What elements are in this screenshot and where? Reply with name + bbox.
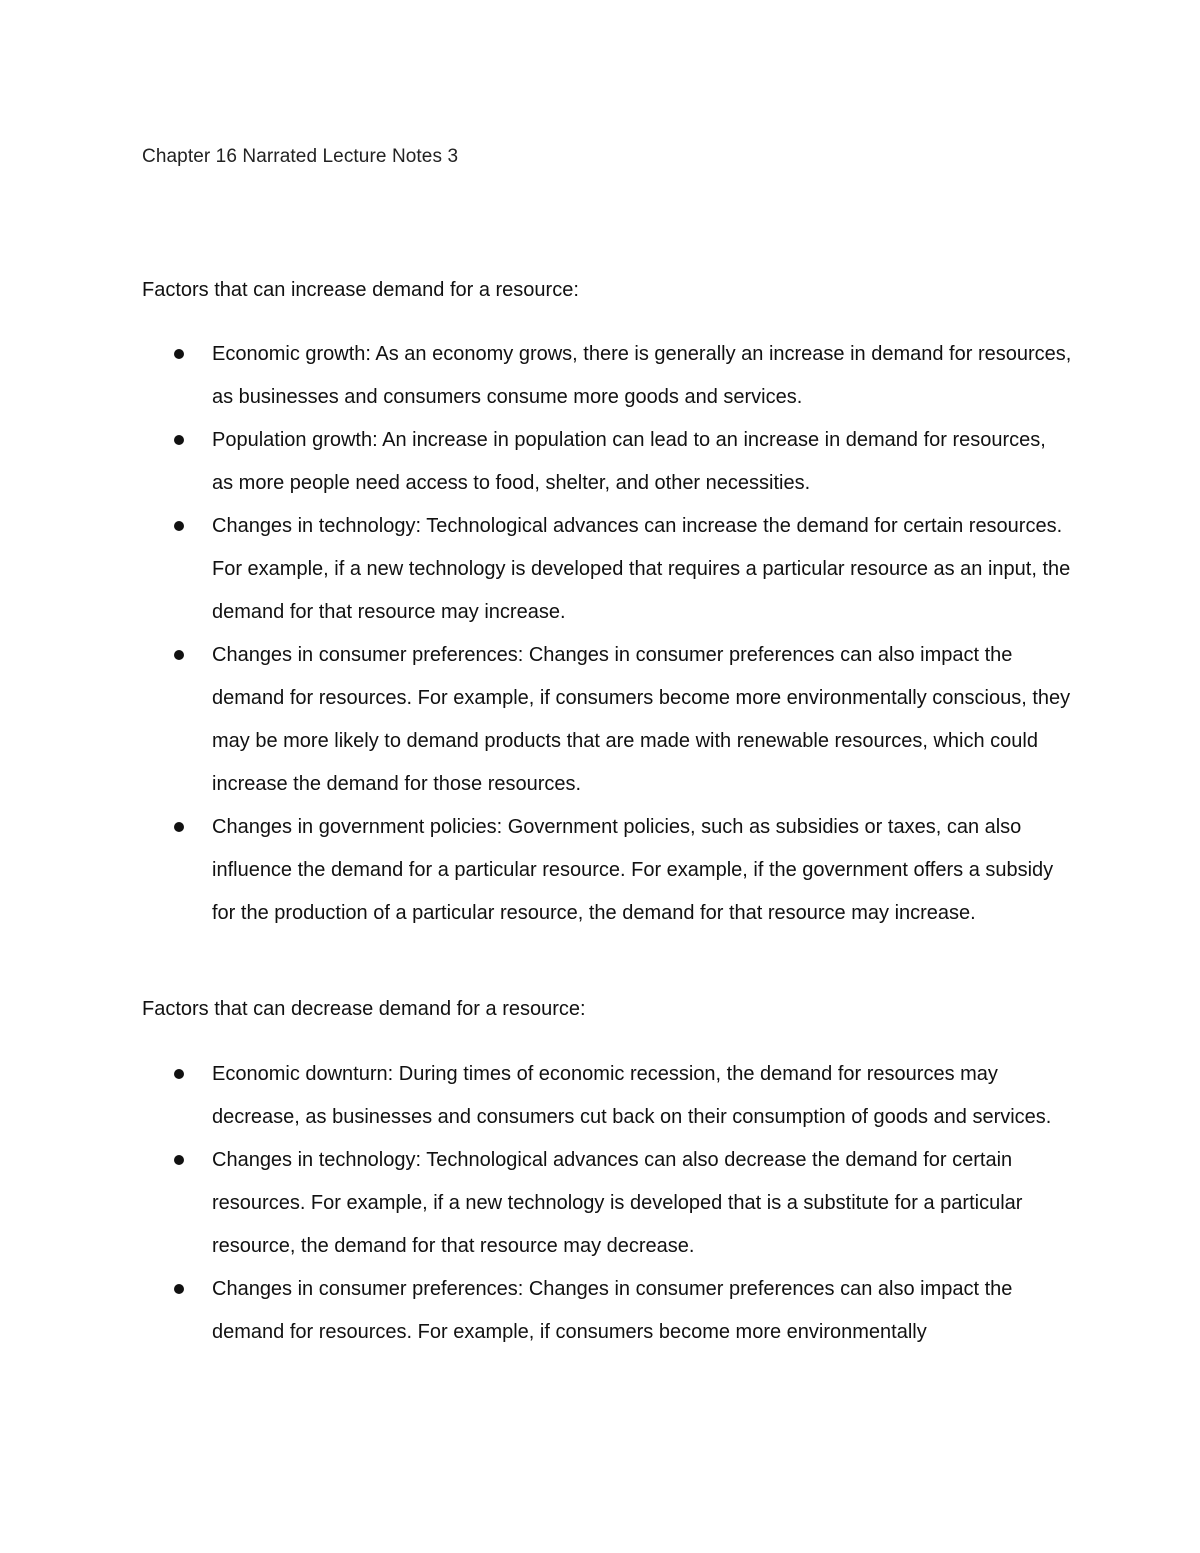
- list-item-text: Economic growth: As an economy grows, there is generally an increase in demand for resources, as businesses and consumers consume more goods and services.: [212, 343, 1072, 408]
- bullet-icon: [174, 822, 184, 832]
- list-item-text: Changes in consumer preferences: Changes in consumer preferences can also impact the demand for resources. For example, if consumers become more environmentally: [212, 1278, 1013, 1343]
- increase-factors-list: [0, 333, 1072, 935]
- list-item: [0, 1139, 1072, 1268]
- bullet-icon: [174, 1284, 184, 1294]
- page-title: Chapter 16 Narrated Lecture Notes 3: [142, 146, 459, 167]
- list-item: [0, 505, 1072, 634]
- list-item: [0, 634, 1072, 806]
- list-item-text: Economic downturn: During times of economic recession, the demand for resources may decrease, as businesses and consumers cut back on their consumption of goods and services.: [212, 1063, 1052, 1128]
- list-item-text: Changes in government policies: Government policies, such as subsidies or taxes, can also influence the demand for a particular resource. For example, if the government offers a subsidy for the production of a particular resource, the demand for that resource may increase.: [212, 816, 1054, 924]
- bullet-icon: [174, 1155, 184, 1165]
- bullet-icon: [174, 435, 184, 445]
- bullet-icon: [174, 349, 184, 359]
- list-item-text: Changes in technology: Technological advances can also decrease the demand for certain resources. For example, if a new technology is developed that is a substitute for a particular resource, the demand for that resource may decrease.: [212, 1149, 1023, 1257]
- bullet-icon: [174, 650, 184, 660]
- list-item-text: Changes in technology: Technological advances can increase the demand for certain resources. For example, if a new technology is developed that requires a particular resource as an input, the demand for that resource may increase.: [212, 515, 1071, 623]
- list-item: [0, 419, 1072, 505]
- list-item: [0, 1268, 1072, 1354]
- bullet-icon: [174, 521, 184, 531]
- list-item-text: Population growth: An increase in population can lead to an increase in demand for resources, as more people need access to food, shelter, and other necessities.: [212, 429, 1046, 494]
- list-item: [0, 333, 1072, 419]
- list-item: [0, 806, 1072, 935]
- decrease-factors-list: [0, 1053, 1072, 1354]
- section-heading-decrease: Factors that can decrease demand for a resource:: [142, 998, 586, 1020]
- section-heading-increase: Factors that can increase demand for a resource:: [142, 279, 579, 301]
- list-item: [0, 1053, 1072, 1139]
- list-item-text: Changes in consumer preferences: Changes in consumer preferences can also impact the demand for resources. For example, if consumers become more environmentally conscious, they may be more likely to demand products that are made with renewable resources, which could increase the demand for those resources.: [212, 644, 1071, 795]
- bullet-icon: [174, 1069, 184, 1079]
